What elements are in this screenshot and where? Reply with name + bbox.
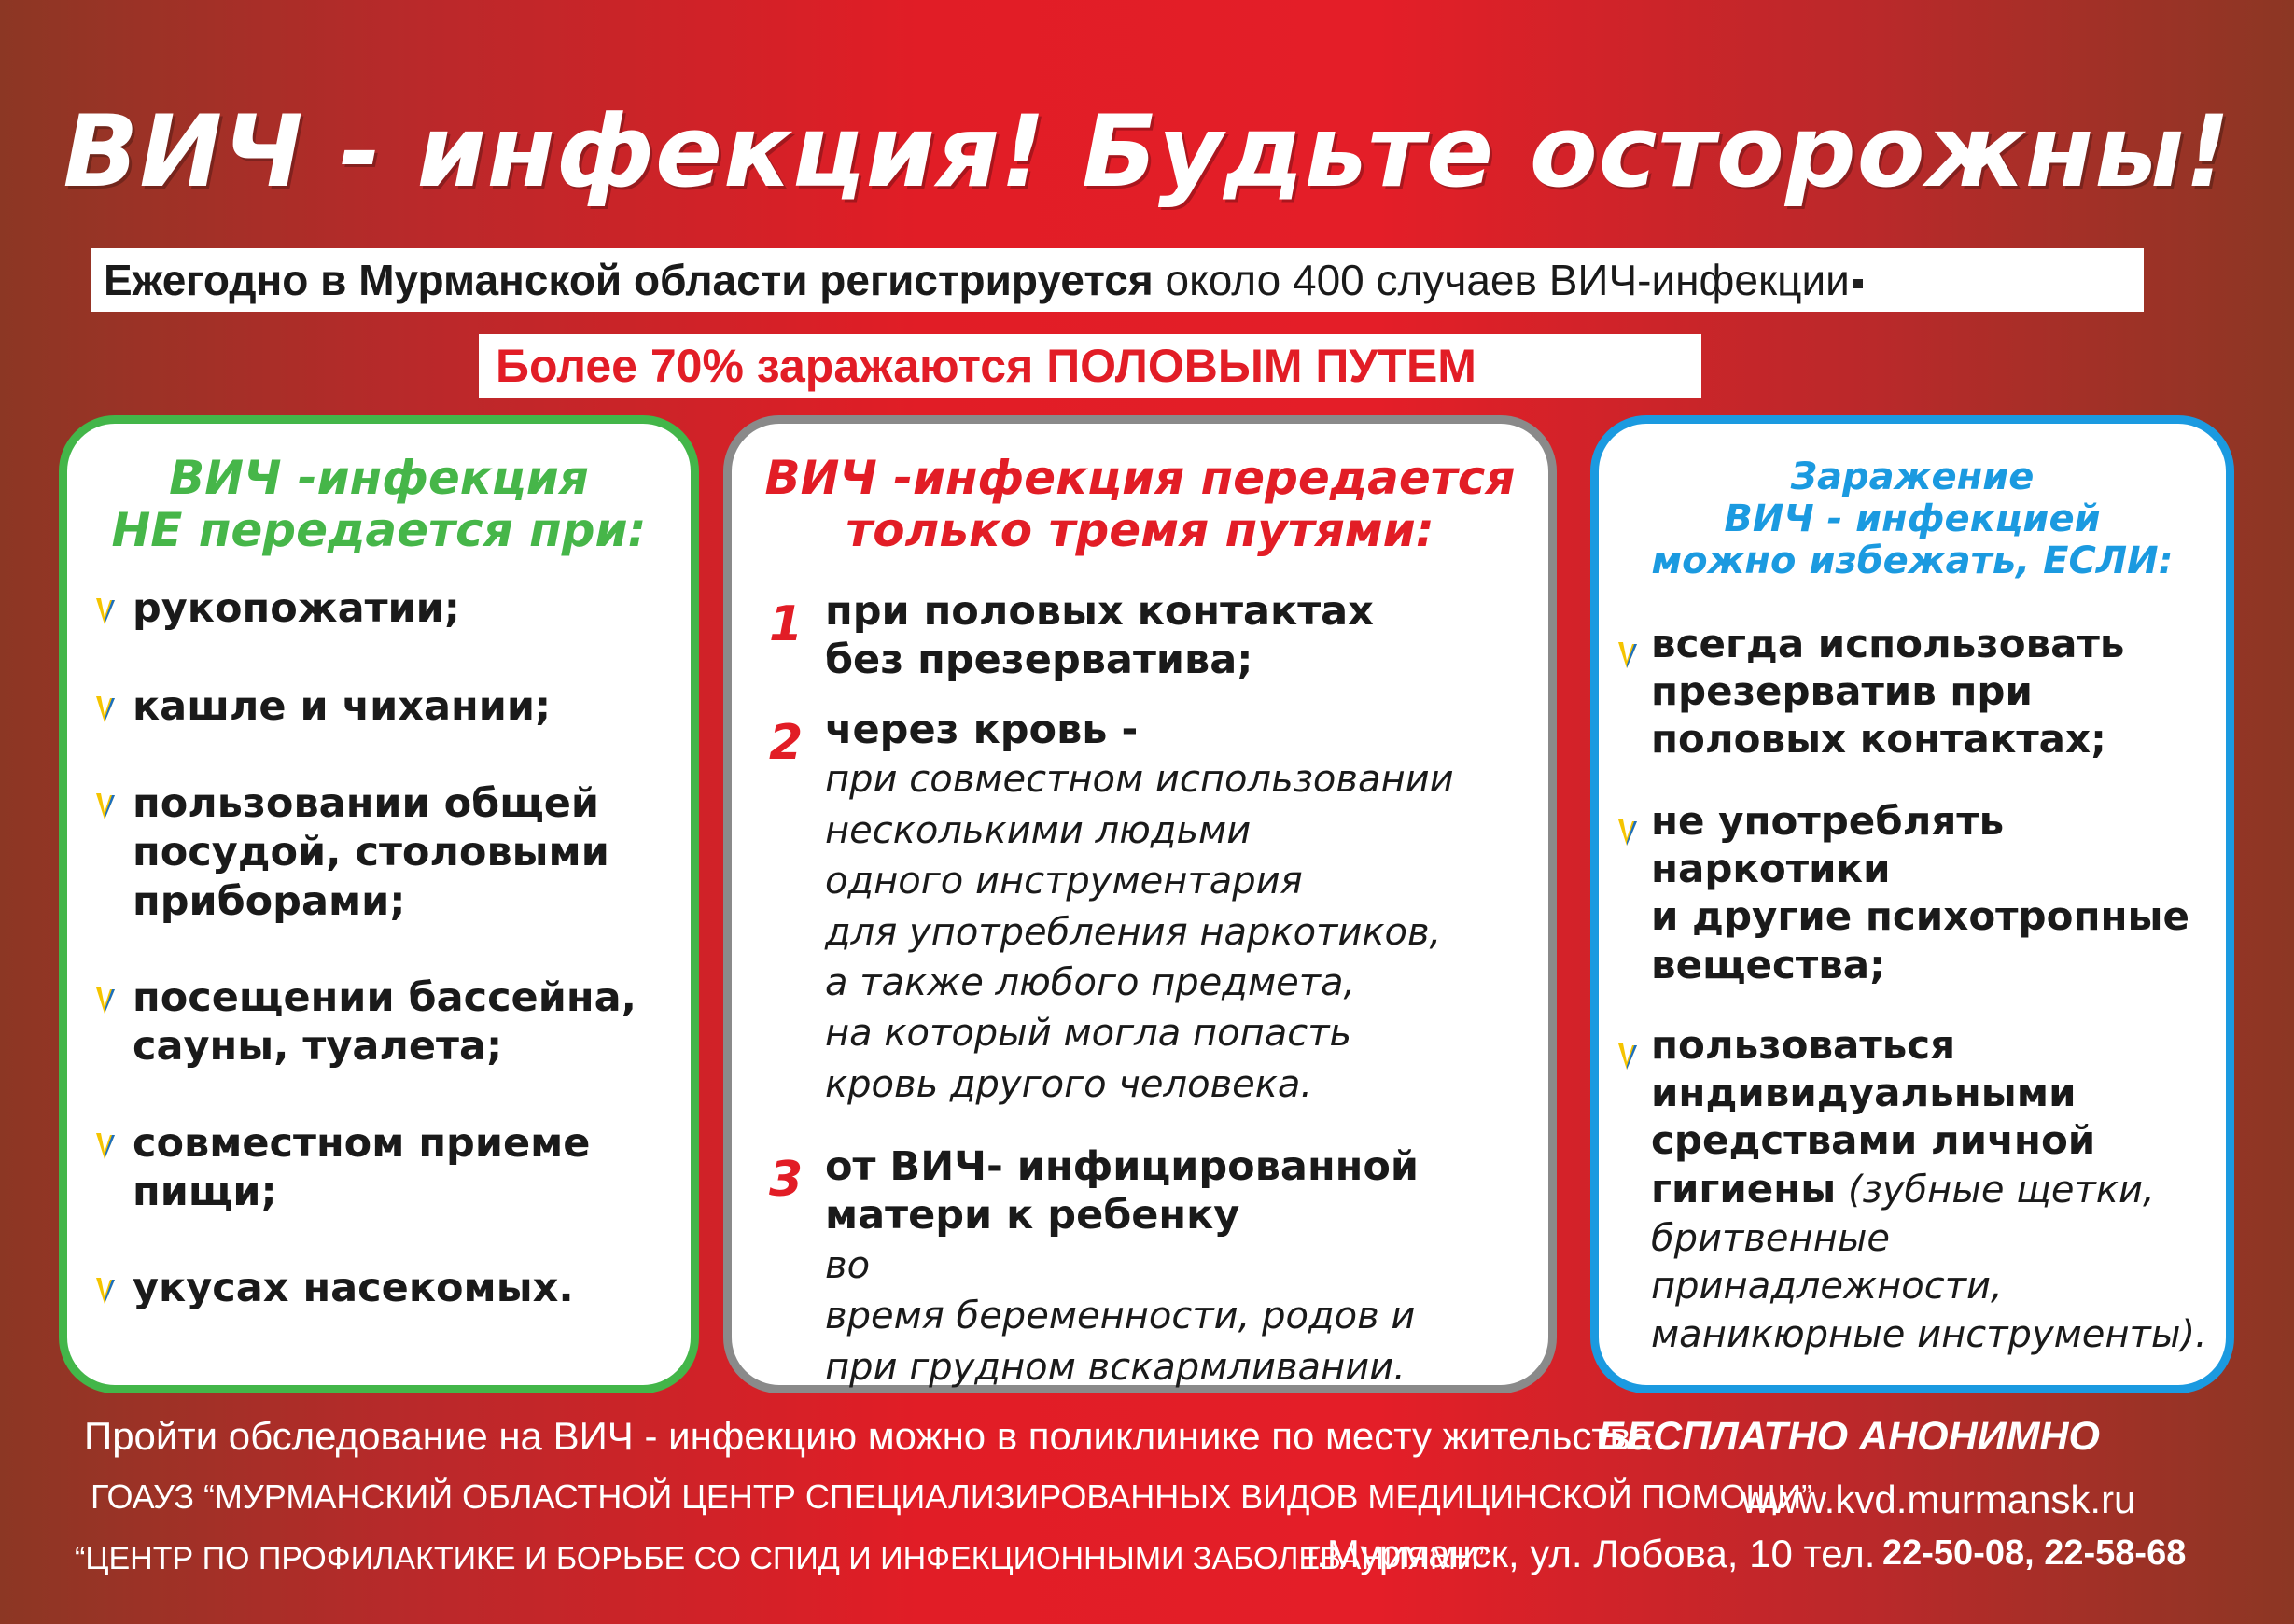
item-detail: (зубные щетки, bbox=[1836, 1168, 2155, 1211]
not-transmitted-title bbox=[67, 452, 691, 556]
check-icon bbox=[1617, 818, 1638, 847]
check-icon bbox=[95, 596, 116, 626]
way-detail: во bbox=[825, 1243, 871, 1287]
item-text: и другие психотропные bbox=[1651, 893, 2189, 940]
transmission-way bbox=[825, 587, 1553, 685]
item-detail: принадлежности, bbox=[1651, 1265, 2003, 1309]
way-detail: для употребления наркотиков, bbox=[825, 910, 1442, 954]
testing-info: Пройти обследование на ВИЧ - инфекцию можно в поликлинике по месту жительства bbox=[84, 1414, 1652, 1458]
item-text: посудой, столовыми bbox=[133, 829, 609, 876]
banner-part2: ПОЛОВЫМ ПУТЕМ bbox=[1046, 340, 1476, 392]
banner-part1: Более 70% заражаются bbox=[496, 340, 1034, 392]
annual-stat-bold: Ежегодно в Мурманской области регистрируется bbox=[104, 256, 1154, 304]
list-item bbox=[133, 584, 692, 633]
item-text: индивидуальными bbox=[1651, 1070, 2077, 1116]
sexual-transmission-banner bbox=[479, 334, 1701, 398]
prevention-card bbox=[1590, 415, 2234, 1393]
prevention-title-line2: ВИЧ - инфекцией bbox=[1724, 497, 2101, 540]
check-icon bbox=[95, 1131, 116, 1161]
list-item bbox=[133, 1119, 692, 1217]
transmission-ways-card bbox=[723, 415, 1557, 1393]
item-text: наркотики bbox=[1651, 846, 1891, 892]
item-text: рукопожатии; bbox=[133, 585, 460, 632]
organization-name: ГОАУЗ “МУРМАНСКИЙ ОБЛАСТНОЙ ЦЕНТР СПЕЦИАЛИЗИРОВАННЫХ ВИДОВ МЕДИЦИНСКОЙ ПОМОЩИ” bbox=[91, 1477, 1813, 1516]
list-item bbox=[1651, 797, 2230, 988]
item-text: вещества; bbox=[1651, 941, 1885, 987]
annual-stat-line bbox=[91, 248, 2144, 312]
item-text: совместном приеме bbox=[133, 1120, 591, 1167]
website-link[interactable]: www.kvd.murmansk.ru bbox=[1741, 1477, 2136, 1521]
way-detail: на который могла попасть bbox=[825, 1012, 1352, 1056]
way-number: 1 bbox=[769, 596, 804, 652]
headline: ВИЧ - инфекция! Будьте осторожны! bbox=[63, 94, 2231, 209]
way-text: при половых контактах bbox=[825, 588, 1374, 635]
way-text: через кровь bbox=[825, 707, 1108, 753]
annual-stat-normal: около 400 случаев ВИЧ-инфекции bbox=[1165, 256, 1850, 304]
list-item bbox=[1651, 620, 2230, 763]
list-item bbox=[133, 1264, 692, 1312]
way-detail: кровь другого человека. bbox=[825, 1062, 1313, 1106]
free-anonymous: БЕСПЛАТНО АНОНИМНО bbox=[1598, 1414, 2100, 1459]
way-dash: - bbox=[1107, 707, 1139, 753]
list-item bbox=[133, 682, 692, 731]
period-mark bbox=[1853, 279, 1863, 288]
item-text: всегда использовать bbox=[1651, 621, 2125, 666]
prevention-title bbox=[1599, 456, 2226, 581]
not-transmitted-title-line1: ВИЧ -инфекция bbox=[169, 451, 589, 505]
item-text: средствами личной bbox=[1651, 1117, 2096, 1164]
transmission-ways-title-line1: ВИЧ -инфекция передается bbox=[764, 451, 1516, 505]
list-item bbox=[1651, 1021, 2230, 1358]
item-text: посещении бассейна, bbox=[133, 974, 636, 1021]
prevention-title-line3: можно избежать, ЕСЛИ: bbox=[1651, 539, 2174, 582]
item-text: половых контактах; bbox=[1651, 716, 2106, 763]
item-text: презерватив при bbox=[1651, 668, 2033, 715]
item-text: не употреблять bbox=[1651, 798, 2005, 844]
transmission-way bbox=[825, 706, 1553, 1110]
way-detail: при совместном использовании bbox=[825, 758, 1454, 802]
way-number: 2 bbox=[769, 715, 804, 771]
item-detail: бритвенные bbox=[1651, 1216, 1891, 1260]
transmission-ways-title-line2: только тремя путями: bbox=[846, 503, 1434, 557]
item-text: приборами; bbox=[133, 877, 406, 925]
item-text: пользовании общей bbox=[133, 780, 600, 827]
way-detail: а также любого предмета, bbox=[825, 961, 1356, 1005]
check-icon bbox=[1617, 1042, 1638, 1071]
prevention-title-line1: Заражение bbox=[1790, 455, 2035, 498]
item-text: сауны, туалета; bbox=[133, 1023, 503, 1071]
transmission-ways-title bbox=[732, 452, 1548, 556]
not-transmitted-title-line2: НЕ передается при: bbox=[111, 503, 647, 557]
item-detail: маникюрные инструменты). bbox=[1651, 1313, 2207, 1357]
item-text: кашле и чихании; bbox=[133, 683, 552, 730]
address: г.Мурманск, ул. Лобова, 10 тел. bbox=[1307, 1532, 1876, 1575]
item-text: пищи; bbox=[133, 1169, 277, 1216]
transmission-way bbox=[825, 1142, 1553, 1393]
check-icon bbox=[1617, 640, 1638, 670]
way-detail: одного инструментария bbox=[825, 860, 1303, 903]
check-icon bbox=[95, 791, 116, 821]
way-text: матери к ребенку bbox=[825, 1192, 1240, 1239]
list-item bbox=[133, 973, 692, 1071]
check-icon bbox=[95, 1276, 116, 1306]
way-number: 3 bbox=[769, 1152, 804, 1208]
way-text: без презерватива; bbox=[825, 637, 1253, 684]
check-icon bbox=[95, 694, 116, 724]
way-detail: время беременности, родов и bbox=[825, 1295, 1416, 1338]
item-text: укусах насекомых. bbox=[133, 1265, 574, 1311]
not-transmitted-card bbox=[59, 415, 699, 1393]
list-item bbox=[133, 779, 692, 926]
phone-numbers: 22-50-08, 22-58-68 bbox=[1882, 1533, 2187, 1573]
way-detail: несколькими людьми bbox=[825, 808, 1252, 852]
way-text: от ВИЧ- инфицированной bbox=[825, 1143, 1420, 1190]
check-icon bbox=[95, 986, 116, 1015]
way-detail: при грудном вскармливании. bbox=[825, 1345, 1406, 1389]
item-text: гигиены bbox=[1651, 1165, 1837, 1211]
item-text: пользоваться bbox=[1651, 1022, 1956, 1068]
center-name: “ЦЕНТР ПО ПРОФИЛАКТИКЕ И БОРЬБЕ СО СПИД И ИНФЕКЦИОННЫМИ ЗАБОЛЕВАНИЯМИ” bbox=[75, 1541, 1490, 1576]
